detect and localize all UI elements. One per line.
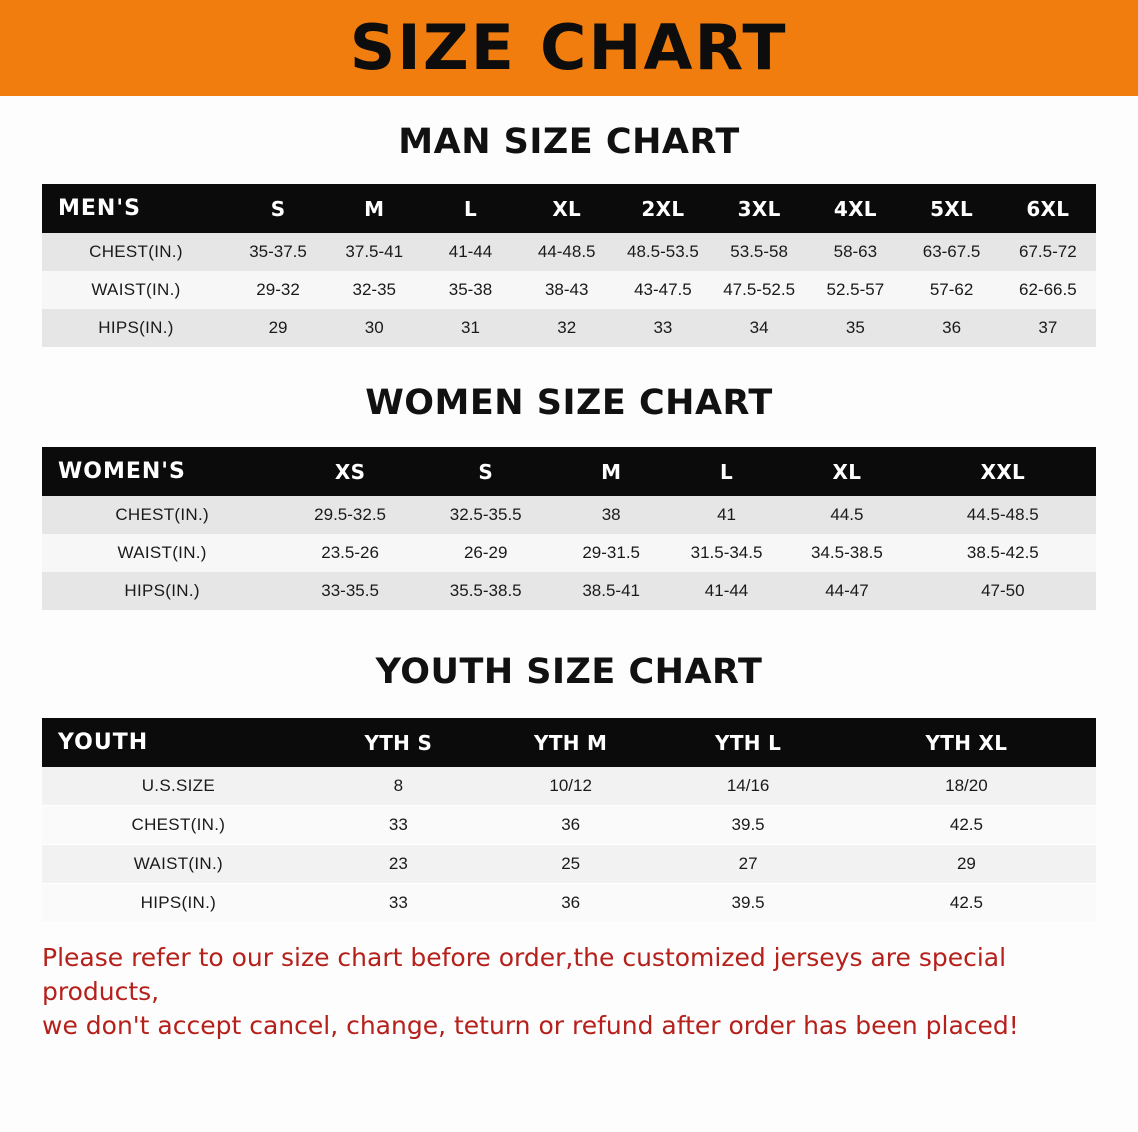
table-cell: 10/12 [482,767,659,806]
table-row [42,309,1096,347]
man-section-heading: MAN SIZE CHART [398,122,740,162]
column-header: 6XL [1000,184,1096,233]
youth-table-wrap [0,718,1138,923]
column-header: YTH XL [837,718,1096,767]
table-cell: 44-48.5 [519,233,615,271]
column-header: YTH L [659,718,836,767]
row-label: WAIST(IN.) [42,271,230,309]
row-label: HIPS(IN.) [42,884,315,923]
column-header: S [230,184,326,233]
table-cell: 33-35.5 [282,572,418,610]
table-cell: 8 [315,767,482,806]
table-cell: 29.5-32.5 [282,496,418,534]
policy-note-line-1: Please refer to our size chart before order,the customized jerseys are special products, [42,943,1007,1006]
table-cell: 35-37.5 [230,233,326,271]
table-cell: 25 [482,845,659,884]
table-cell: 58-63 [807,233,903,271]
table-cell: 39.5 [659,806,836,845]
page-title: SIZE CHART [350,11,788,84]
women-size-table [42,447,1096,610]
table-header-row [42,447,1096,496]
table-cell: 41-44 [669,572,784,610]
youth-size-table [42,718,1096,923]
column-header: YOUTH [42,718,315,767]
column-header: M [554,447,669,496]
table-cell: 29 [837,845,1096,884]
table-row [42,806,1096,845]
table-cell: 32 [519,309,615,347]
women-section-heading: WOMEN SIZE CHART [365,383,773,423]
table-header-row [42,184,1096,233]
table-cell: 35 [807,309,903,347]
row-label: HIPS(IN.) [42,309,230,347]
table-row [42,845,1096,884]
table-cell: 33 [315,884,482,923]
column-header: WOMEN'S [42,447,282,496]
column-header: 5XL [903,184,999,233]
table-cell: 29 [230,309,326,347]
table-cell: 27 [659,845,836,884]
table-row [42,496,1096,534]
table-cell: 44.5-48.5 [910,496,1096,534]
column-header: L [422,184,518,233]
table-cell: 44.5 [784,496,909,534]
table-cell: 41 [669,496,784,534]
table-row [42,884,1096,923]
column-header: XXL [910,447,1096,496]
table-cell: 39.5 [659,884,836,923]
table-cell: 23 [315,845,482,884]
table-row [42,233,1096,271]
table-row [42,271,1096,309]
table-cell: 23.5-26 [282,534,418,572]
table-cell: 37.5-41 [326,233,422,271]
table-cell: 47-50 [910,572,1096,610]
row-label: CHEST(IN.) [42,496,282,534]
table-cell: 42.5 [837,806,1096,845]
table-cell: 30 [326,309,422,347]
table-cell: 57-62 [903,271,999,309]
table-cell: 35-38 [422,271,518,309]
table-header-row [42,718,1096,767]
table-cell: 52.5-57 [807,271,903,309]
column-header: YTH S [315,718,482,767]
column-header: S [418,447,554,496]
table-cell: 18/20 [837,767,1096,806]
column-header: 3XL [711,184,807,233]
table-cell: 31 [422,309,518,347]
table-cell: 53.5-58 [711,233,807,271]
table-cell: 67.5-72 [1000,233,1096,271]
table-row [42,534,1096,572]
man-table-wrap [0,184,1138,347]
man-size-table [42,184,1096,347]
column-header: L [669,447,784,496]
column-header: MEN'S [42,184,230,233]
table-cell: 47.5-52.5 [711,271,807,309]
table-cell: 33 [615,309,711,347]
column-header: M [326,184,422,233]
column-header: 2XL [615,184,711,233]
row-label: WAIST(IN.) [42,845,315,884]
table-row [42,767,1096,806]
table-cell: 35.5-38.5 [418,572,554,610]
table-cell: 29-31.5 [554,534,669,572]
women-table-wrap [0,447,1138,610]
table-cell: 36 [903,309,999,347]
page-banner [0,0,1138,96]
table-cell: 37 [1000,309,1096,347]
youth-section-heading: YOUTH SIZE CHART [375,652,763,692]
table-cell: 38-43 [519,271,615,309]
table-cell: 41-44 [422,233,518,271]
row-label: HIPS(IN.) [42,572,282,610]
table-cell: 38.5-41 [554,572,669,610]
table-row [42,572,1096,610]
table-cell: 62-66.5 [1000,271,1096,309]
table-cell: 34 [711,309,807,347]
table-cell: 29-32 [230,271,326,309]
column-header: XL [784,447,909,496]
table-cell: 34.5-38.5 [784,534,909,572]
table-cell: 33 [315,806,482,845]
policy-note-line-2: we don't accept cancel, change, teturn or refund after order has been placed! [42,1010,1019,1040]
policy-note [0,941,1138,1042]
row-label: CHEST(IN.) [42,806,315,845]
row-label: WAIST(IN.) [42,534,282,572]
table-cell: 31.5-34.5 [669,534,784,572]
row-label: U.S.SIZE [42,767,315,806]
table-cell: 32.5-35.5 [418,496,554,534]
column-header: XS [282,447,418,496]
table-cell: 63-67.5 [903,233,999,271]
column-header: YTH M [482,718,659,767]
table-cell: 38 [554,496,669,534]
column-header: XL [519,184,615,233]
column-header: 4XL [807,184,903,233]
table-cell: 36 [482,884,659,923]
table-cell: 48.5-53.5 [615,233,711,271]
table-cell: 26-29 [418,534,554,572]
table-cell: 42.5 [837,884,1096,923]
table-cell: 32-35 [326,271,422,309]
table-cell: 14/16 [659,767,836,806]
table-cell: 43-47.5 [615,271,711,309]
table-cell: 44-47 [784,572,909,610]
table-cell: 38.5-42.5 [910,534,1096,572]
table-cell: 36 [482,806,659,845]
row-label: CHEST(IN.) [42,233,230,271]
